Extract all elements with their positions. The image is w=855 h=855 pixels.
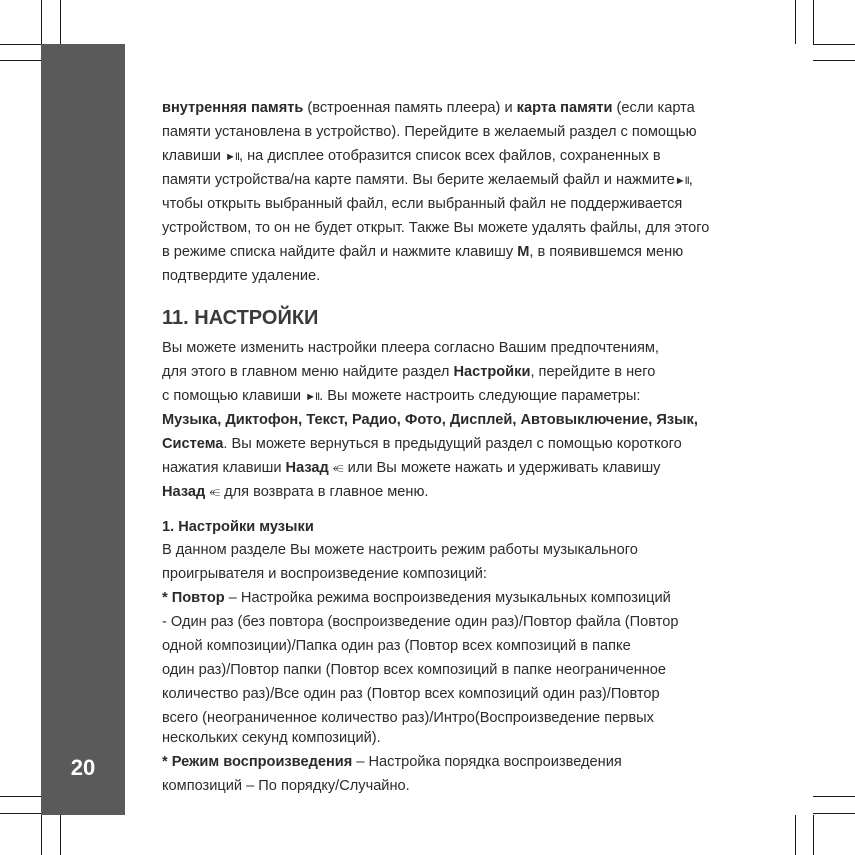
crop-mark: [41, 815, 42, 855]
play-pause-icon: ►II: [305, 391, 320, 403]
text-line: один раз)/Повтор папки (Повтор всех композиций в папке неограниченное: [162, 662, 667, 678]
crop-mark: [813, 815, 814, 855]
text-line: клавиши ►II, на дисплее отобразится список всех файлов, сохраненных в: [162, 148, 661, 164]
text-line: внутренняя память (встроенная память плеера) и карта памяти (если карта: [162, 100, 695, 116]
text-line: * Режим воспроизведения – Настройка порядка воспроизведения: [162, 754, 622, 770]
text-line: для этого в главном меню найдите раздел Настройки, перейдите в него: [162, 364, 656, 380]
subsection-heading: 1. Настройки музыки: [162, 519, 314, 535]
section-heading: 11. НАСТРОЙКИ: [162, 307, 319, 329]
crop-mark: [813, 60, 855, 61]
text-line: нескольких секунд композиций).: [162, 730, 381, 746]
back-icon: ⥺: [332, 460, 344, 475]
text-line: устройством, то он не будет открыт. Также Вы можете удалять файлы, для этого: [162, 220, 710, 236]
crop-mark: [795, 815, 796, 855]
text-line: композиций – По порядку/Случайно.: [162, 778, 410, 794]
text-line: количество раз)/Все один раз (Повтор всех композиций один раз)/Повтор: [162, 686, 660, 702]
crop-mark: [795, 0, 796, 44]
text-line: - Один раз (без повтора (воспроизведение один раз)/Повтор файла (Повтор: [162, 614, 679, 630]
page-number: 20: [70, 755, 96, 780]
text-line: подтвердите удаление.: [162, 268, 321, 284]
text-line: одной композиции)/Папка один раз (Повтор всех композиций в папке: [162, 638, 631, 654]
crop-mark: [813, 796, 855, 797]
crop-mark: [60, 815, 61, 855]
crop-mark: [0, 44, 41, 45]
page-sidebar: [41, 44, 125, 815]
text-line: памяти устройства/на карте памяти. Вы берите желаемый файл и нажмите►II,: [162, 172, 693, 188]
crop-mark: [813, 44, 855, 45]
crop-mark: [813, 0, 814, 44]
crop-mark: [0, 813, 41, 814]
crop-mark: [0, 796, 41, 797]
page-content: [162, 96, 782, 798]
text-line: памяти установлена в устройство). Перейдите в желаемый раздел с помощью: [162, 124, 697, 140]
text-line: Назад ⥺ для возврата в главное меню.: [162, 484, 429, 500]
text-line: В данном разделе Вы можете настроить режим работы музыкального: [162, 542, 638, 558]
text-line: всего (неограниченное количество раз)/Интро(Воспроизведение первых: [162, 710, 654, 726]
text-line: Вы можете изменить настройки плеера согласно Вашим предпочтениям,: [162, 340, 659, 356]
text-line: Система. Вы можете вернуться в предыдущий раздел с помощью короткого: [162, 436, 682, 452]
play-pause-icon: ►II: [225, 151, 239, 163]
text-line: нажатия клавиши Назад ⥺ или Вы можете нажать и удерживать клавишу: [162, 460, 661, 476]
text-line: Музыка, Диктофон, Текст, Радио, Фото, Дисплей, Автовыключение, Язык,: [162, 412, 698, 428]
crop-mark: [0, 60, 41, 61]
crop-mark: [41, 0, 42, 44]
play-pause-icon: ►II: [674, 175, 689, 187]
text-line: чтобы открыть выбранный файл, если выбранный файл не поддерживается: [162, 196, 683, 212]
crop-mark: [60, 0, 61, 44]
back-icon: ⥺: [209, 484, 221, 499]
text-line: с помощью клавиши ►II. Вы можете настроить следующие параметры:: [162, 388, 641, 404]
crop-mark: [813, 813, 855, 814]
text-line: * Повтор – Настройка режима воспроизведения музыкальных композиций: [162, 590, 671, 606]
text-line: в режиме списка найдите файл и нажмите клавишу M, в появившемся меню: [162, 244, 684, 260]
text-line: проигрывателя и воспроизведение композиций:: [162, 566, 487, 582]
